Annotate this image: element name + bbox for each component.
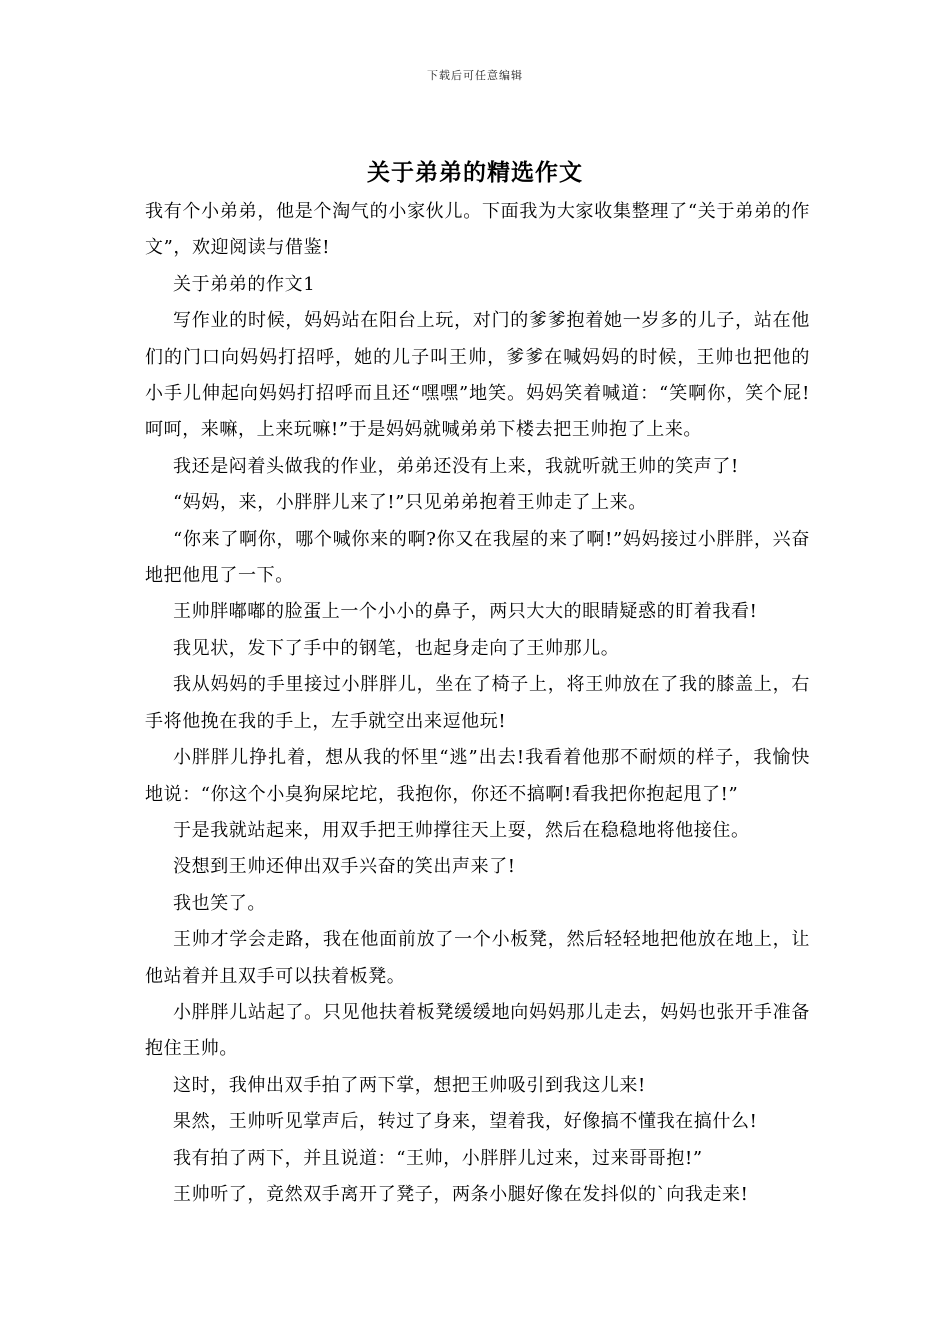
paragraph: 我从妈妈的手里接过小胖胖儿，坐在了椅子上，将王帅放在了我的膝盖上，右手将他挽在我的手上，左手就空出来逗他玩! <box>145 674 810 732</box>
paragraph: 我还是闷着头做我的作业，弟弟还没有上来，我就听就王帅的笑声了! <box>173 455 739 477</box>
paragraph: 果然，王帅听见掌声后，转过了身来，望着我，好像搞不懂我在搞什么! <box>173 1111 758 1133</box>
paragraph: 写作业的时候，妈妈站在阳台上玩，对门的爹爹抱着她一岁多的儿子，站在他们的门口向妈妈打招呼，她的儿子叫王帅，爹爹在喊妈妈的时候，王帅也把他的小手儿伸起向妈妈打招呼而且还“嘿嘿”地笑。妈妈笑着喊道：“笑啊你，笑个屁!呵呵，来嘛，上来玩嘛!”于是妈妈就喊弟弟下楼去把王帅抱了上来。 <box>145 310 810 441</box>
paragraph: 关于弟弟的作文1 <box>173 273 316 295</box>
header-note: 下载后可任意编辑 <box>427 69 523 82</box>
paragraph: 王帅听了，竟然双手离开了凳子，两条小腿好像在发抖似的`向我走来! <box>173 1183 749 1205</box>
paragraph: 我也笑了。 <box>173 892 266 914</box>
paragraph: 小胖胖儿站起了。只见他扶着板凳缓缓地向妈妈那儿走去，妈妈也张开手准备抱住王帅。 <box>145 1001 810 1060</box>
paragraph: 这时，我伸出双手拍了两下掌，想把王帅吸引到我这儿来! <box>173 1074 646 1096</box>
paragraph: 我有拍了两下，并且说道：“王帅，小胖胖儿过来，过来哥哥抱!” <box>173 1147 703 1169</box>
document-title: 关于弟弟的精选作文 <box>367 159 583 186</box>
paragraph: “你来了啊你，哪个喊你来的啊?你又在我屋的来了啊!”妈妈接过小胖胖，兴奋地把他甩了一下。 <box>145 528 810 587</box>
paragraph: 我见状，发下了手中的钢笔，也起身走向了王帅那儿。 <box>173 637 620 659</box>
paragraph: “妈妈，来，小胖胖儿来了!”只见弟弟抱着王帅走了上来。 <box>173 492 647 514</box>
paragraph: 王帅才学会走路，我在他面前放了一个小板凳，然后轻轻地把他放在地上，让他站着并且双手可以扶着板凳。 <box>145 929 810 987</box>
paragraph: 我有个小弟弟，他是个淘气的小家伙儿。下面我为大家收集整理了“关于弟弟的作文”，欢迎阅读与借鉴! <box>145 201 810 259</box>
document-body <box>145 194 810 1213</box>
paragraph: 小胖胖儿挣扎着，想从我的怀里“逃”出去!我看着他那不耐烦的样子，我愉快地说：“你这个小臭狗屎坨坨，我抱你，你还不搞啊!看我把你抱起甩了!” <box>145 747 810 805</box>
paragraph: 没想到王帅还伸出双手兴奋的笑出声来了! <box>173 856 516 878</box>
paragraph: 于是我就站起来，用双手把王帅撑往天上耍，然后在稳稳地将他接住。 <box>173 819 750 841</box>
paragraph: 王帅胖嘟嘟的脸蛋上一个小小的鼻子，两只大大的眼睛疑惑的盯着我看! <box>173 601 758 623</box>
